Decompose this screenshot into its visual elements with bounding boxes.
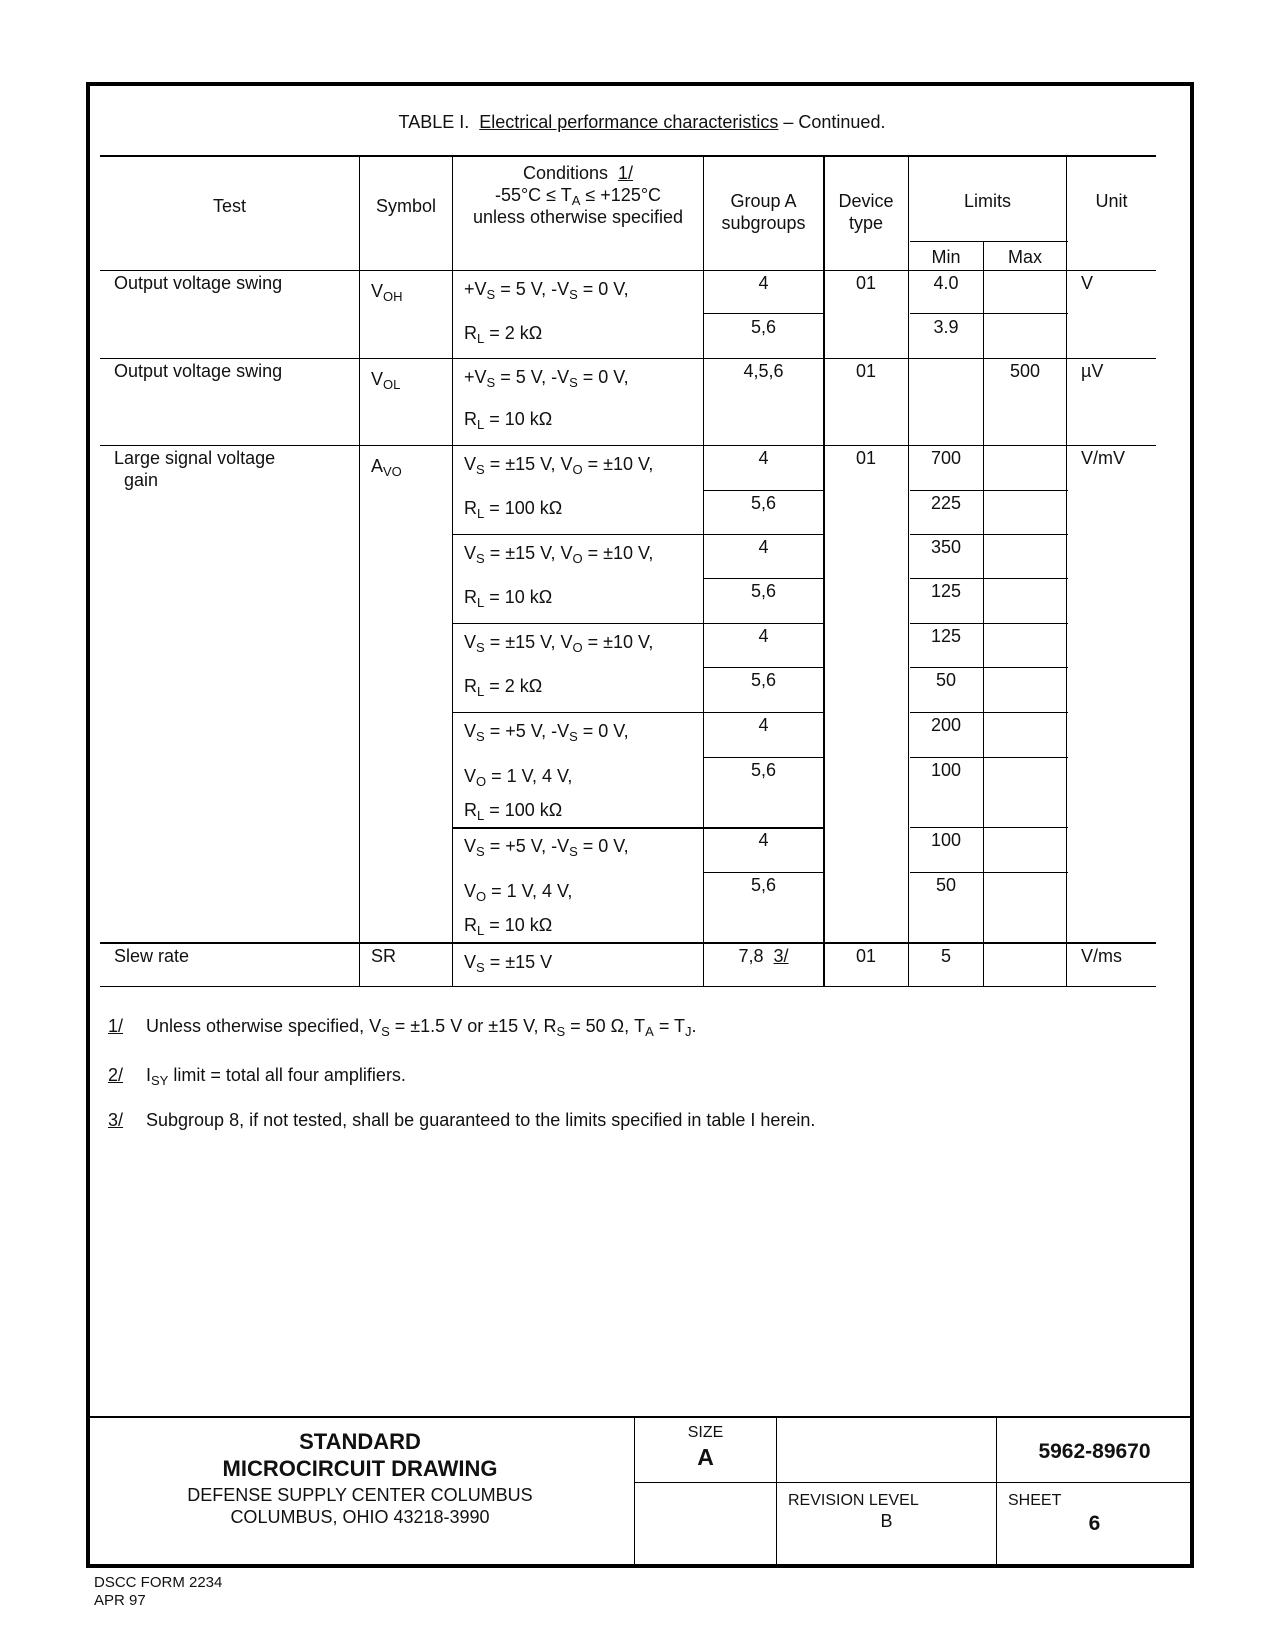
page-frame [86,82,1194,1568]
rule [910,757,1068,758]
limit-min: 100 [930,760,962,780]
symbol-avo: $A_{VO}$ [371,456,402,479]
limit-max: 500 [1009,361,1041,381]
header-device-type: Device type [838,191,894,233]
organization-address: COLUMBUS, OHIO 43218-3990 [230,1507,490,1527]
table-title: TABLE I. Electrical performance characteristics – Continued. [398,112,886,132]
standard-heading: STANDARD [299,1429,421,1454]
condition-avo: $V_S = +5$ V, $-V_S = 0$ V, [464,836,629,859]
rule [910,313,1068,314]
form-number: DSCC FORM 2234 [94,1574,223,1591]
condition-avo: $R_L = 100$ kΩ [464,800,563,823]
rule [704,667,823,668]
size-label: SIZE [687,1424,724,1441]
condition-avo: $V_O = 1$ V, 4 V, [464,881,573,904]
revision-value: B [880,1511,893,1531]
header-unit: Unit [1095,191,1128,211]
condition-avo: $R_L = 10$ kΩ [464,915,553,938]
limit-min: 50 [935,670,957,690]
drawing-heading: MICROCIRCUIT DRAWING [222,1456,498,1481]
condition-avo: $V_S = +5$ V, $-V_S = 0$ V, [464,721,629,744]
limits-divider [910,241,1068,242]
titleblock-rule [776,1416,777,1566]
condition-avo: $R_L = 10$ kΩ [464,587,553,610]
subgroup: 5,6 [750,581,777,601]
condition-avo: $R_L = 2$ kΩ [464,676,543,699]
sheet-value: 6 [1088,1512,1101,1535]
rule [704,872,823,873]
rule [910,827,1068,828]
limit-min: 3.9 [933,317,959,337]
organization: DEFENSE SUPPLY CENTER COLUMBUS [187,1485,533,1505]
rule [910,578,1068,579]
rule [453,623,823,624]
test-avo-cont: gain [124,470,159,490]
symbol-voh: $V_{OH}$ [371,281,403,304]
limit-min: 125 [930,581,962,601]
subgroup: 4,5,6 [743,361,784,381]
subgroup: 4 [758,830,769,850]
unit: V/ms [1081,946,1123,966]
subgroup: 4 [758,537,769,557]
device-type: 01 [855,273,877,293]
subgroup: 5,6 [750,760,777,780]
device-type: 01 [855,361,877,381]
titleblock-top-rule [88,1416,1192,1418]
revision-label: REVISION LEVEL [788,1492,919,1509]
condition-avo: $V_O = 1$ V, 4 V, [464,766,573,789]
symbol-vol: $V_{OL}$ [371,369,401,392]
condition-voh-2: $R_L = 2$ kΩ [464,323,543,346]
rule [704,757,823,758]
rule [910,490,1068,491]
header-bottom-rule [100,270,1156,271]
condition-voh-1: $+V_S = 5$ V, $-V_S = 0$ V, [464,279,629,302]
col-rule [1066,155,1067,986]
condition-avo: $V_S = \pm 15$ V, $V_O = \pm 10$ V, [464,454,654,477]
table-top-rule [100,155,1156,157]
limit-min: 100 [930,830,962,850]
rule [453,534,823,535]
condition-avo: $V_S = \pm 15$ V, $V_O = \pm 10$ V, [464,543,654,566]
condition-vol-2: $R_L = 10$ kΩ [464,409,553,432]
limit-min: 700 [930,448,962,468]
limit-min: 125 [930,626,962,646]
condition-avo: $R_L = 100$ kΩ [464,498,563,521]
titleblock-rule [996,1416,997,1566]
form-date: APR 97 [94,1592,146,1609]
header-group-a: Group A subgroups [721,191,806,233]
subgroup: 5,6 [750,493,777,513]
limit-min: 200 [930,715,962,735]
subgroup: 4 [758,448,769,468]
rule [704,490,823,491]
unit: V [1081,273,1094,293]
subgroup: 7,8 3/ [738,946,789,966]
limit-min: 225 [930,493,962,513]
condition-vol-1: $+V_S = 5$ V, $-V_S = 0$ V, [464,367,629,390]
col-rule [359,155,360,986]
subgroup: 5,6 [750,875,777,895]
rule [910,872,1068,873]
rule [910,667,1068,668]
rule [100,445,1156,446]
header-conditions: Conditions 1/ $-55^\circ C \le T_A \le +125^\circ C$ unless otherwise specified [472,163,684,227]
condition-avo: $V_S = \pm 15$ V, $V_O = \pm 10$ V, [464,632,654,655]
header-limits: Limits [963,191,1011,211]
col-rule [452,155,453,986]
unit: V/mV [1081,448,1126,468]
limit-min: 50 [935,875,957,895]
header-min: Min [931,247,961,267]
rule [100,942,1156,944]
drawing-number: 5962-89670 [1038,1440,1151,1463]
test-voh: Output voltage swing [114,273,283,293]
rule [704,313,823,314]
test-vol: Output voltage swing [114,361,283,381]
col-rule [983,241,984,986]
rule [100,358,1156,359]
header-test: Test [212,196,246,216]
test-avo: Large signal voltage [114,448,276,468]
sheet-label: SHEET [1008,1492,1062,1509]
limit-min: 4.0 [933,273,959,293]
unit: µV [1081,361,1104,381]
footnote: 1/ Unless otherwise specified, $V_S = \pm 1.5$ V or ±15 V, $R_S = 50$ Ω, $T_A = T_J$. [108,1016,697,1039]
table-bottom-rule [100,986,1156,987]
device-type: 01 [855,448,877,468]
symbol-sr: SR [371,946,397,966]
subgroup: 4 [758,626,769,646]
rule [453,712,823,713]
condition-sr: $V_S = \pm 15$ V [464,952,553,975]
subgroup: 5,6 [750,670,777,690]
device-type: 01 [855,946,877,966]
rule [910,534,1068,535]
subgroup: 4 [758,273,769,293]
size-value: A [697,1444,714,1470]
rule [704,578,823,579]
limit-min: 5 [940,946,951,966]
subgroup: 4 [758,715,769,735]
footnote: 3/ Subgroup 8, if not tested, shall be guaranteed to the limits specified in table I herein. [108,1110,816,1130]
test-sr: Slew rate [114,946,190,966]
rule [910,623,1068,624]
subgroup: 5,6 [750,317,777,337]
header-max: Max [1007,247,1042,267]
header-symbol: Symbol [375,196,437,216]
rule [910,712,1068,713]
titleblock-rule [634,1482,1192,1483]
limit-min: 350 [930,537,962,557]
footnote: 2/ $I_{SY}$ limit = total all four amplifiers. [108,1065,406,1088]
